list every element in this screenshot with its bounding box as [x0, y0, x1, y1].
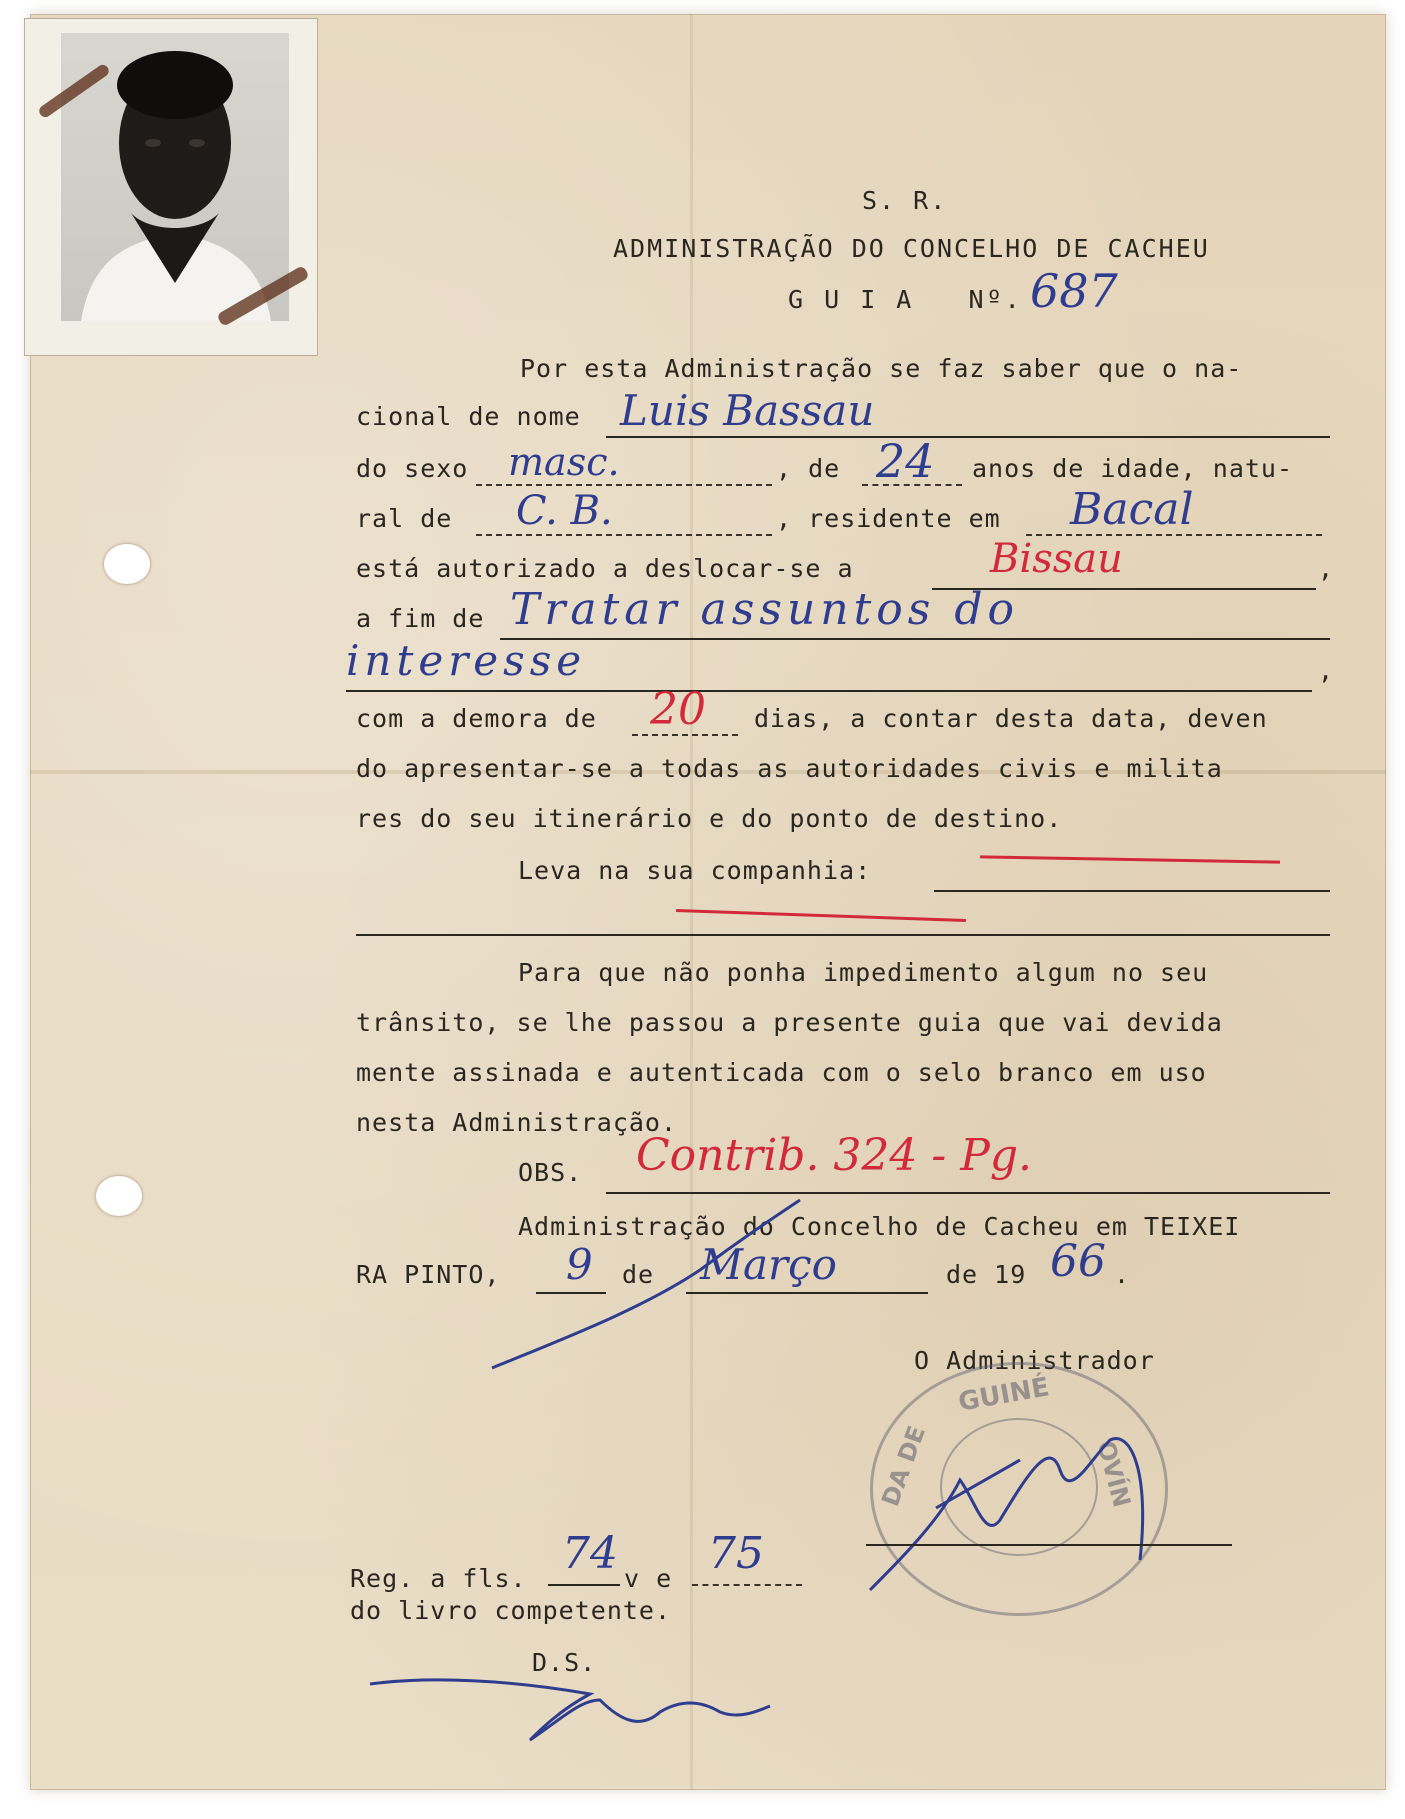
text-line: cional de nome	[356, 402, 581, 431]
text-line: .	[1114, 1260, 1131, 1289]
text-line: do livro competente.	[350, 1596, 672, 1625]
sex-field: masc.	[508, 440, 620, 484]
destination-field: Bissau	[990, 536, 1123, 582]
text-line: Reg. a fls.	[350, 1564, 527, 1593]
text-line: , residente em	[776, 504, 1001, 533]
guia-number: 687	[1030, 264, 1118, 318]
text-line: RA PINTO,	[356, 1260, 501, 1289]
signatory-label: O Administrador	[914, 1346, 1155, 1375]
name-field: Luis Bassau	[620, 386, 875, 435]
ds-signature	[370, 1680, 770, 1740]
text-line: de	[622, 1260, 655, 1289]
text-line: do apresentar-se a todas as autoridades civis e milita	[356, 754, 1223, 783]
year-field: 66	[1050, 1236, 1106, 1287]
purpose-field-2: interesse	[346, 636, 587, 685]
text-line: v e	[624, 1564, 673, 1593]
residence-field: Bacal	[1070, 484, 1194, 535]
stamp-text: DA DE	[876, 1422, 931, 1510]
administrator-signature	[870, 1439, 1143, 1591]
text-line: está autorizado a deslocar-se a	[356, 554, 854, 583]
text-line: res do seu itinerário e do ponto de destino.	[356, 804, 1063, 833]
stamp-text: GUINÉ	[956, 1372, 1052, 1418]
text-line: a fim de	[356, 604, 485, 633]
signature-stroke	[936, 1460, 1020, 1508]
days-field: 20	[650, 684, 706, 735]
text-line: anos de idade, natu-	[972, 454, 1294, 483]
text-line: com a demora de	[356, 704, 597, 733]
text-line: ,	[1318, 554, 1335, 583]
text-line: de 19	[946, 1260, 1027, 1289]
text-line: ,	[1318, 656, 1335, 685]
text-line: Administração do Concelho de Cacheu em TEIXEI	[518, 1212, 1241, 1241]
text-line: trânsito, se lhe passou a presente guia que vai devida	[356, 1008, 1223, 1037]
text-line: Para que não ponha impedimento algum no seu	[518, 958, 1209, 987]
purpose-field-1: Tratar assuntos do	[510, 584, 1020, 635]
stamp-text: OVÍN	[1091, 1437, 1136, 1511]
header-sr: S. R.	[862, 186, 948, 215]
text-line: do sexo	[356, 454, 469, 483]
reg-page-2: 75	[708, 1528, 764, 1579]
reg-page-1: 74	[562, 1528, 618, 1579]
text-line: dias, a contar desta data, deven	[754, 704, 1268, 733]
birthplace-field: C. B.	[516, 488, 613, 534]
signature-line	[866, 1544, 1232, 1546]
fill-line	[548, 1584, 620, 1586]
text-line: Leva na sua companhia:	[518, 856, 872, 885]
text-line: mente assinada e autenticada com o selo branco em uso	[356, 1058, 1207, 1087]
age-field: 24	[876, 434, 935, 488]
day-field: 9	[566, 1240, 593, 1289]
text-line: Por esta Administração se faz saber que o na-	[520, 354, 1243, 383]
text-line: nesta Administração.	[356, 1108, 678, 1137]
signature-stroke	[492, 1200, 800, 1368]
guia-label: G U I A Nº.	[788, 285, 1023, 314]
obs-field: Contrib. 324 - Pg.	[636, 1130, 1032, 1181]
text-line: , de	[776, 454, 841, 483]
obs-label: OBS.	[518, 1158, 583, 1187]
ds-label: D.S.	[532, 1648, 597, 1677]
header-administration: ADMINISTRAÇÃO DO CONCELHO DE CACHEU	[613, 234, 1210, 263]
month-field: Março	[700, 1240, 837, 1289]
fill-line	[692, 1584, 802, 1586]
text-line: ral de	[356, 504, 453, 533]
